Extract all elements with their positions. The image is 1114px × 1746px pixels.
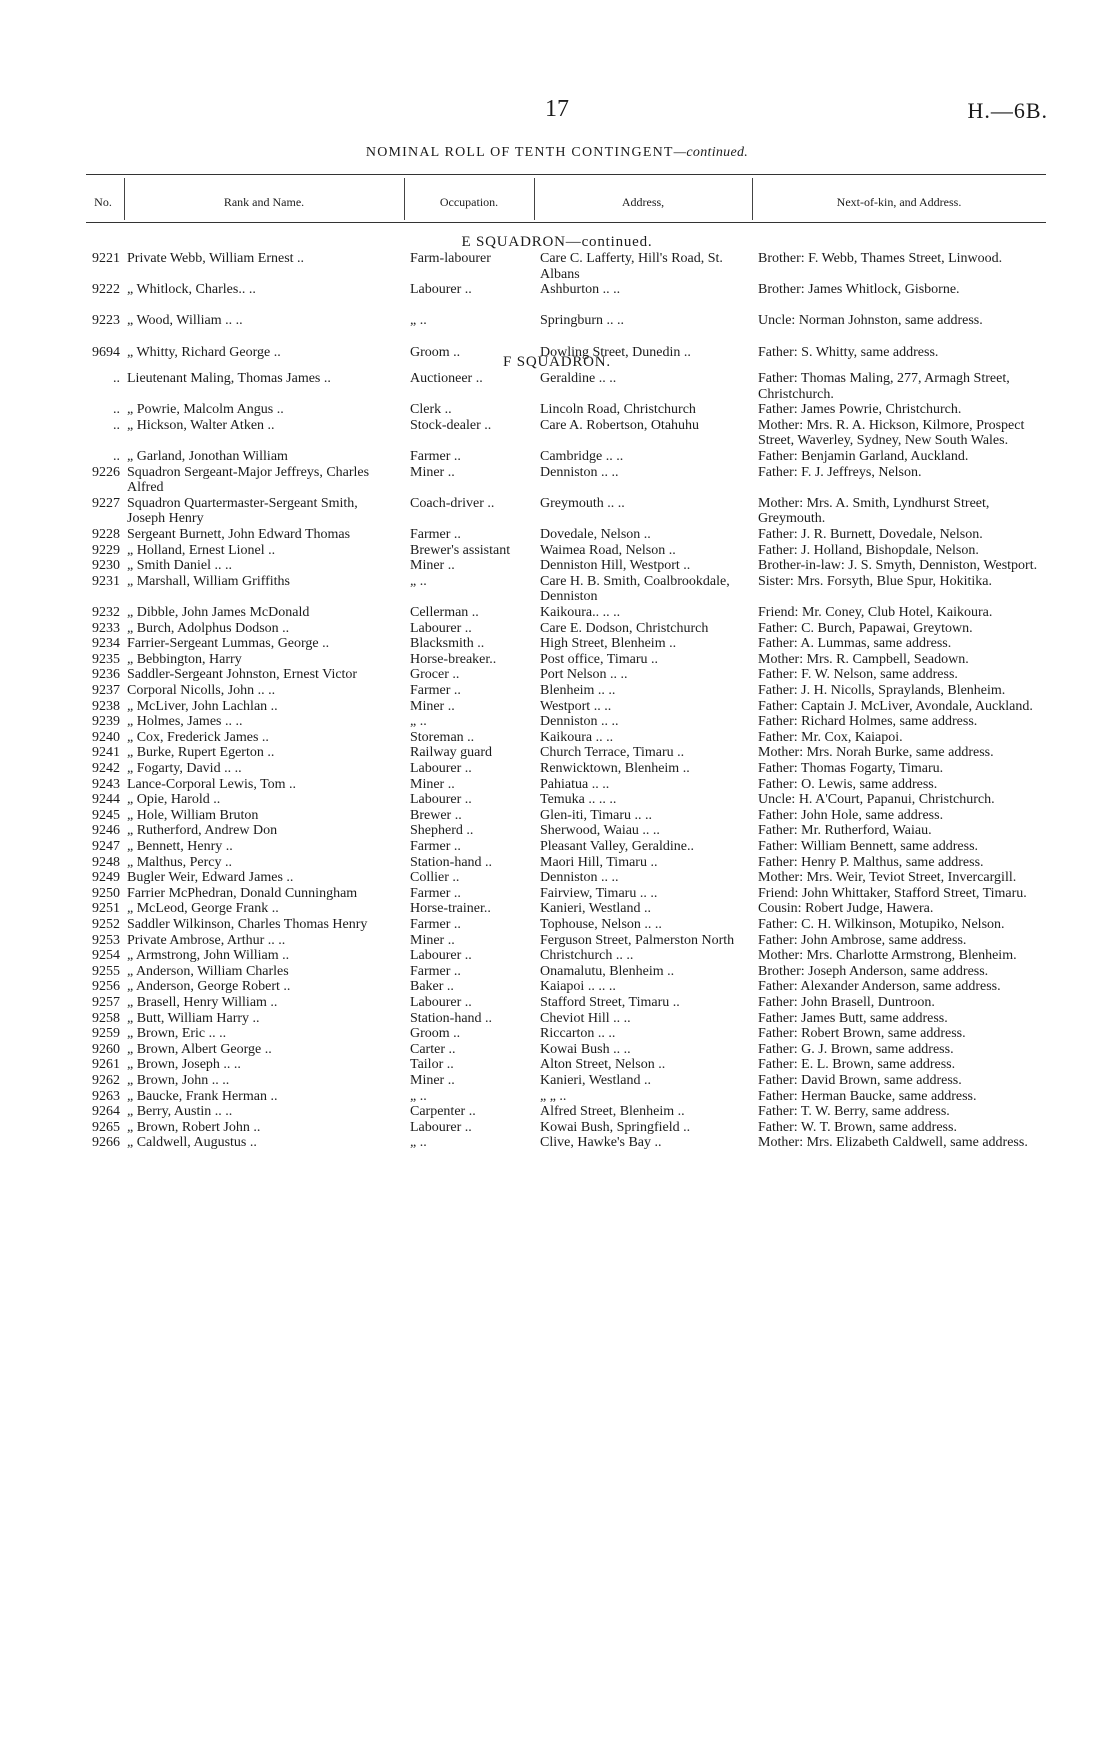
occupation: „ .. bbox=[410, 1135, 427, 1151]
next-of-kin: Father: John Hole, same address. bbox=[758, 807, 944, 823]
rank-and-name: Farrier McPhedran, Donald Cunningham bbox=[127, 885, 358, 901]
address: Sherwood, Waiau .. .. bbox=[540, 823, 660, 839]
next-of-kin: Brother: F. Webb, Thames Street, Linwood. bbox=[758, 251, 1003, 266]
occupation: Farmer .. bbox=[410, 449, 461, 464]
header-bottom-rule bbox=[86, 222, 1046, 223]
rank-and-name: „ Dibble, John James McDonald bbox=[127, 605, 310, 620]
rank-and-name: „ Hickson, Walter Atken .. bbox=[127, 417, 275, 433]
roll-number: 9257 bbox=[92, 995, 120, 1010]
occupation: Railway guard bbox=[410, 745, 493, 761]
rank-and-name: „ Smith Daniel .. .. bbox=[127, 558, 232, 574]
roll-number: 9261 bbox=[92, 1057, 120, 1073]
address: Alfred Street, Blenheim .. bbox=[540, 1104, 685, 1120]
address: Clive, Hawke's Bay .. bbox=[540, 1135, 662, 1151]
next-of-kin: Father: J. H. Nicolls, Spraylands, Blenheim. bbox=[758, 683, 1006, 698]
next-of-kin: Father: A. Lummas, same address. bbox=[758, 636, 952, 652]
roll-number: 9233 bbox=[92, 620, 120, 636]
roll-title bbox=[0, 145, 1114, 161]
document-code: H.—6B. bbox=[967, 98, 1048, 123]
roll-number: 9232 bbox=[92, 605, 120, 620]
next-of-kin: Father: David Brown, same address. bbox=[758, 1073, 962, 1088]
address: Kowai Bush, Springfield .. bbox=[540, 1119, 691, 1135]
roll-number: 9252 bbox=[92, 917, 120, 932]
address: Dovedale, Nelson .. bbox=[540, 527, 651, 542]
occupation: Farmer .. bbox=[410, 963, 461, 979]
occupation: Miner .. bbox=[410, 464, 455, 480]
next-of-kin: Mother: Mrs. R. A. Hickson, Kilmore, Prospect Street, Waverley, Sydney, New South Wales. bbox=[758, 417, 1025, 449]
occupation: Brewer's assistant bbox=[410, 542, 511, 558]
occupation: Coach-driver .. bbox=[410, 495, 495, 511]
roll-number: 9251 bbox=[92, 901, 120, 917]
roll-number: 9248 bbox=[92, 854, 120, 870]
address: Kanieri, Westland .. bbox=[540, 901, 651, 917]
rank-and-name: Lieutenant Maling, Thomas James .. bbox=[127, 371, 331, 386]
occupation: Baker .. bbox=[410, 979, 454, 995]
roll-number: 9236 bbox=[92, 667, 120, 683]
roll-number: 9243 bbox=[92, 776, 120, 792]
rank-and-name: „ Anderson, William Charles bbox=[127, 963, 289, 979]
rank-and-name: Private Ambrose, Arthur .. .. bbox=[127, 932, 286, 948]
next-of-kin: Father: Herman Baucke, same address. bbox=[758, 1088, 977, 1104]
next-of-kin: Father: Captain J. McLiver, Avondale, Auckland. bbox=[758, 698, 1033, 714]
roll-title-main: NOMINAL ROLL OF TENTH CONTINGENT bbox=[365, 145, 674, 160]
roll-number: 9227 bbox=[92, 495, 120, 511]
occupation: Groom .. bbox=[410, 1026, 461, 1042]
roll-number: 9246 bbox=[92, 823, 120, 839]
occupation: Farmer .. bbox=[410, 839, 461, 854]
roll-number: 9222 bbox=[92, 282, 120, 298]
roll-number: 9241 bbox=[92, 745, 120, 761]
occupation: „ .. bbox=[410, 573, 427, 589]
rank-and-name: „ Berry, Austin .. .. bbox=[127, 1104, 233, 1120]
address: Care H. B. Smith, Coalbrookdale, Denniston bbox=[540, 573, 730, 605]
occupation: Farmer .. bbox=[410, 917, 461, 932]
address: Geraldine .. .. bbox=[540, 371, 617, 386]
next-of-kin: Mother: Mrs. Norah Burke, same address. bbox=[758, 745, 994, 761]
rank-and-name: „ Brown, John .. .. bbox=[127, 1073, 230, 1088]
roll-number: .. bbox=[113, 417, 120, 433]
next-of-kin: Father: Alexander Anderson, same address. bbox=[758, 979, 1001, 995]
roll-number: 9228 bbox=[92, 527, 120, 542]
roll-number: 9221 bbox=[92, 251, 120, 266]
next-of-kin: Father: William Bennett, same address. bbox=[758, 839, 979, 854]
roll-number: .. bbox=[113, 371, 120, 386]
rank-and-name: „ Burch, Adolphus Dodson .. bbox=[127, 620, 290, 636]
next-of-kin: Father: C. Burch, Papawai, Greytown. bbox=[758, 620, 973, 636]
squadron-title: E SQUADRON—continued. bbox=[461, 234, 653, 250]
next-of-kin: Father: Thomas Fogarty, Timaru. bbox=[758, 761, 944, 776]
rank-and-name: „ Wood, William .. .. bbox=[127, 313, 243, 329]
column-header-no: No. bbox=[94, 195, 112, 209]
address: Riccarton .. .. bbox=[540, 1026, 616, 1042]
rank-and-name: „ McLeod, George Frank .. bbox=[127, 901, 279, 917]
rank-and-name: „ Anderson, George Robert .. bbox=[127, 979, 291, 995]
roll-number: 9694 bbox=[92, 344, 120, 360]
address: Pleasant Valley, Geraldine.. bbox=[540, 839, 694, 854]
roll-number: 9226 bbox=[92, 464, 120, 480]
rank-and-name: „ Powrie, Malcolm Angus .. bbox=[127, 402, 284, 418]
address: Lincoln Road, Christchurch bbox=[540, 402, 696, 418]
address: Waimea Road, Nelson .. bbox=[540, 542, 676, 558]
occupation: Miner .. bbox=[410, 698, 455, 714]
roll-number: 9266 bbox=[92, 1135, 120, 1151]
rank-and-name: „ Rutherford, Andrew Don bbox=[127, 823, 278, 839]
address: Cheviot Hill .. .. bbox=[540, 1010, 631, 1026]
rank-and-name: Farrier-Sergeant Lummas, George .. bbox=[127, 636, 330, 652]
next-of-kin: Father: Thomas Maling, 277, Armagh Street, Christchurch. bbox=[758, 371, 1010, 402]
next-of-kin: Father: G. J. Brown, same address. bbox=[758, 1041, 954, 1057]
roll-title-suffix: —continued. bbox=[673, 145, 749, 160]
address: Alton Street, Nelson .. bbox=[540, 1057, 666, 1073]
occupation: Station-hand .. bbox=[410, 1010, 493, 1026]
rank-and-name: „ Holland, Ernest Lionel .. bbox=[127, 542, 276, 558]
address: Pahiatua .. .. bbox=[540, 776, 610, 792]
rank-and-name: „ Holmes, James .. .. bbox=[127, 714, 243, 730]
next-of-kin: Father: E. L. Brown, same address. bbox=[758, 1057, 956, 1073]
next-of-kin: Father: James Powrie, Christchurch. bbox=[758, 402, 962, 418]
next-of-kin: Father: F. W. Nelson, same address. bbox=[758, 667, 958, 683]
rank-and-name: „ Burke, Rupert Egerton .. bbox=[127, 745, 275, 761]
roll-number: 9240 bbox=[92, 729, 120, 745]
occupation: Clerk .. bbox=[410, 402, 452, 418]
next-of-kin: Mother: Mrs. R. Campbell, Seadown. bbox=[758, 651, 969, 667]
next-of-kin: Father: Mr. Rutherford, Waiau. bbox=[758, 823, 932, 839]
address: Denniston .. .. bbox=[540, 870, 619, 886]
roll-number: 9265 bbox=[92, 1119, 120, 1135]
occupation: Brewer .. bbox=[410, 807, 462, 823]
rank-and-name: Private Webb, William Ernest .. bbox=[127, 251, 305, 266]
rank-and-name: „ Cox, Frederick James .. bbox=[127, 729, 269, 745]
occupation: Labourer .. bbox=[410, 761, 472, 776]
address: Denniston Hill, Westport .. bbox=[540, 558, 691, 574]
rank-and-name: „ Fogarty, David .. .. bbox=[127, 761, 242, 776]
occupation: Miner .. bbox=[410, 558, 455, 574]
address: Kaikoura .. .. bbox=[540, 729, 614, 745]
address: Blenheim .. .. bbox=[540, 683, 616, 698]
header-top-rule bbox=[86, 174, 1046, 175]
occupation: Miner .. bbox=[410, 776, 455, 792]
address: Cambridge .. .. bbox=[540, 449, 624, 464]
roll-number: 9259 bbox=[92, 1026, 120, 1042]
occupation: Labourer .. bbox=[410, 948, 472, 964]
rank-and-name: „ Brown, Joseph .. .. bbox=[127, 1057, 241, 1073]
address: Glen-iti, Timaru .. .. bbox=[540, 807, 653, 823]
next-of-kin: Brother: Joseph Anderson, same address. bbox=[758, 963, 989, 979]
roster-table bbox=[0, 224, 1114, 1604]
occupation: Farmer .. bbox=[410, 527, 461, 542]
next-of-kin: Father: C. H. Wilkinson, Motupiko, Nelson. bbox=[758, 917, 1005, 932]
next-of-kin: Father: F. J. Jeffreys, Nelson. bbox=[758, 464, 922, 480]
address: Denniston .. .. bbox=[540, 714, 619, 730]
address: Maori Hill, Timaru .. bbox=[540, 854, 658, 870]
rank-and-name: „ Brown, Eric .. .. bbox=[127, 1026, 227, 1042]
rank-and-name: „ Bebbington, Harry bbox=[127, 651, 242, 667]
occupation: „ .. bbox=[410, 1088, 427, 1104]
address: Church Terrace, Timaru .. bbox=[540, 745, 685, 761]
rank-and-name: „ Malthus, Percy .. bbox=[127, 854, 232, 870]
roll-number: 9263 bbox=[92, 1088, 120, 1104]
occupation: Blacksmith .. bbox=[410, 636, 485, 652]
roll-number: 9260 bbox=[92, 1041, 120, 1057]
rank-and-name: „ Brown, Robert John .. bbox=[127, 1119, 261, 1135]
occupation: Farmer .. bbox=[410, 683, 461, 698]
occupation: Carpenter .. bbox=[410, 1104, 476, 1120]
occupation: Labourer .. bbox=[410, 620, 472, 636]
occupation: Storeman .. bbox=[410, 729, 475, 745]
occupation: Collier .. bbox=[410, 870, 460, 886]
occupation: Farm-labourer bbox=[410, 251, 491, 266]
next-of-kin: Brother-in-law: J. S. Smyth, Denniston, Westport. bbox=[758, 558, 1038, 574]
occupation: Labourer .. bbox=[410, 995, 472, 1010]
occupation: Stock-dealer .. bbox=[410, 417, 492, 433]
next-of-kin: Mother: Mrs. A. Smith, Lyndhurst Street, Greymouth. bbox=[758, 495, 990, 527]
roll-number: 9234 bbox=[92, 636, 120, 652]
roll-number: 9242 bbox=[92, 761, 120, 776]
next-of-kin: Brother: James Whitlock, Gisborne. bbox=[758, 282, 960, 298]
next-of-kin: Sister: Mrs. Forsyth, Blue Spur, Hokitika. bbox=[758, 573, 992, 589]
occupation: Shepherd .. bbox=[410, 823, 474, 839]
address: Kanieri, Westland .. bbox=[540, 1073, 651, 1088]
rank-and-name: Squadron Quartermaster-Sergeant Smith, Joseph Henry bbox=[127, 495, 358, 527]
roll-number: 9255 bbox=[92, 963, 120, 979]
rank-and-name: Saddler Wilkinson, Charles Thomas Henry bbox=[127, 917, 368, 932]
next-of-kin: Cousin: Robert Judge, Hawera. bbox=[758, 901, 934, 917]
occupation: Miner .. bbox=[410, 932, 455, 948]
column-header-address: Address, bbox=[621, 195, 665, 209]
roll-number: 9238 bbox=[92, 698, 120, 714]
next-of-kin: Father: Benjamin Garland, Auckland. bbox=[758, 449, 969, 464]
rank-and-name: „ Opie, Harold .. bbox=[127, 792, 221, 808]
next-of-kin: Father: Henry P. Malthus, same address. bbox=[758, 854, 984, 870]
address: Ashburton .. .. bbox=[540, 282, 621, 298]
rank-and-name: „ Brasell, Henry William .. bbox=[127, 995, 278, 1010]
roll-number: .. bbox=[113, 402, 120, 418]
rank-and-name: „ McLiver, John Lachlan .. bbox=[127, 698, 278, 714]
address: Care C. Lafferty, Hill's Road, St. Albans bbox=[540, 251, 723, 282]
roll-number: 9249 bbox=[92, 870, 120, 886]
roll-number: .. bbox=[113, 449, 120, 464]
next-of-kin: Father: J. Holland, Bishopdale, Nelson. bbox=[758, 542, 979, 558]
roll-number: 9258 bbox=[92, 1010, 120, 1026]
address: Stafford Street, Timaru .. bbox=[540, 995, 680, 1010]
occupation: Labourer .. bbox=[410, 282, 472, 298]
next-of-kin: Father: Richard Holmes, same address. bbox=[758, 714, 978, 730]
occupation: Cellerman .. bbox=[410, 605, 479, 620]
address: Tophouse, Nelson .. .. bbox=[540, 917, 662, 932]
address: Greymouth .. .. bbox=[540, 495, 625, 511]
column-header-occupation: Occupation. bbox=[439, 195, 499, 209]
address: Post office, Timaru .. bbox=[540, 651, 658, 667]
address: Port Nelson .. .. bbox=[540, 667, 628, 683]
address: Temuka .. .. .. bbox=[540, 792, 617, 808]
occupation: Labourer .. bbox=[410, 1119, 472, 1135]
column-header-next-of-kin: Next-of-kin, and Address. bbox=[836, 195, 962, 209]
rank-and-name: „ Whitty, Richard George .. bbox=[127, 344, 281, 360]
rank-and-name: „ Brown, Albert George .. bbox=[127, 1041, 272, 1057]
address: Kaikoura.. .. .. bbox=[540, 605, 621, 620]
next-of-kin: Father: John Ambrose, same address. bbox=[758, 932, 967, 948]
rank-and-name: „ Butt, William Harry .. bbox=[127, 1010, 260, 1026]
occupation: „ .. bbox=[410, 714, 427, 730]
rank-and-name: „ Hole, William Bruton bbox=[127, 807, 259, 823]
address: Kaiapoi .. .. .. bbox=[540, 979, 616, 995]
next-of-kin: Mother: Mrs. Charlotte Armstrong, Blenheim. bbox=[758, 948, 1017, 964]
next-of-kin: Mother: Mrs. Weir, Teviot Street, Invercargill. bbox=[758, 870, 1017, 886]
next-of-kin: Father: W. T. Brown, same address. bbox=[758, 1119, 957, 1135]
next-of-kin: Father: Robert Brown, same address. bbox=[758, 1026, 966, 1042]
address: Dowling Street, Dunedin .. bbox=[540, 344, 691, 360]
rank-and-name: „ Armstrong, John William .. bbox=[127, 948, 290, 964]
rank-and-name: Bugler Weir, Edward James .. bbox=[127, 870, 294, 886]
roll-number: 9223 bbox=[92, 313, 120, 329]
address: Springburn .. .. bbox=[540, 313, 624, 329]
address: Westport .. .. bbox=[540, 698, 612, 714]
roll-number: 9250 bbox=[92, 885, 120, 901]
roll-number: 9237 bbox=[92, 683, 120, 698]
roll-number: 9231 bbox=[92, 573, 120, 589]
next-of-kin: Father: James Butt, same address. bbox=[758, 1010, 948, 1026]
address: Ferguson Street, Palmerston North bbox=[540, 932, 735, 948]
next-of-kin: Father: T. W. Berry, same address. bbox=[758, 1104, 950, 1120]
next-of-kin: Father: S. Whitty, same address. bbox=[758, 344, 939, 360]
roll-number: 9264 bbox=[92, 1104, 120, 1120]
occupation: Farmer .. bbox=[410, 885, 461, 901]
rank-and-name: „ Bennett, Henry .. bbox=[127, 839, 233, 854]
next-of-kin: Father: J. R. Burnett, Dovedale, Nelson. bbox=[758, 527, 983, 542]
roll-number: 9253 bbox=[92, 932, 120, 948]
roll-number: 9247 bbox=[92, 839, 120, 854]
occupation: Groom .. bbox=[410, 344, 461, 360]
next-of-kin: Father: O. Lewis, same address. bbox=[758, 776, 938, 792]
address: Denniston .. .. bbox=[540, 464, 619, 480]
rank-and-name: „ Marshall, William Griffiths bbox=[127, 573, 291, 589]
occupation: Horse-trainer.. bbox=[410, 901, 491, 917]
occupation: Station-hand .. bbox=[410, 854, 493, 870]
page-number: 17 bbox=[545, 96, 569, 122]
roll-number: 9229 bbox=[92, 542, 120, 558]
address: Renwicktown, Blenheim .. bbox=[540, 761, 690, 776]
address: Care A. Robertson, Otahuhu bbox=[540, 417, 700, 433]
column-header-rank-name: Rank and Name. bbox=[223, 195, 305, 209]
roll-number: 9235 bbox=[92, 651, 120, 667]
next-of-kin: Father: John Brasell, Duntroon. bbox=[758, 995, 935, 1010]
occupation: Carter .. bbox=[410, 1041, 456, 1057]
occupation: Labourer .. bbox=[410, 792, 472, 808]
occupation: „ .. bbox=[410, 313, 427, 329]
roll-number: 9245 bbox=[92, 807, 120, 823]
next-of-kin: Uncle: Norman Johnston, same address. bbox=[758, 313, 983, 329]
occupation: Tailor .. bbox=[410, 1057, 454, 1073]
roll-number: 9256 bbox=[92, 979, 120, 995]
rank-and-name: „ Baucke, Frank Herman .. bbox=[127, 1088, 278, 1104]
next-of-kin: Friend: John Whittaker, Stafford Street, Timaru. bbox=[758, 885, 1027, 901]
rank-and-name: Saddler-Sergeant Johnston, Ernest Victor bbox=[127, 667, 358, 683]
next-of-kin: Father: Mr. Cox, Kaiapoi. bbox=[758, 729, 903, 745]
occupation: Horse-breaker.. bbox=[410, 651, 497, 667]
address: „ „ .. bbox=[540, 1088, 567, 1104]
squadron-title: F SQUADRON. bbox=[503, 354, 611, 370]
occupation: Miner .. bbox=[410, 1073, 455, 1088]
roll-number: 9230 bbox=[92, 558, 120, 574]
address: Care E. Dodson, Christchurch bbox=[540, 620, 709, 636]
occupation: Grocer .. bbox=[410, 667, 460, 683]
rank-and-name: „ Garland, Jonothan William bbox=[127, 449, 288, 464]
address: Onamalutu, Blenheim .. bbox=[540, 963, 675, 979]
roll-number: 9262 bbox=[92, 1073, 120, 1088]
address: High Street, Blenheim .. bbox=[540, 636, 677, 652]
next-of-kin: Uncle: H. A'Court, Papanui, Christchurch. bbox=[758, 792, 995, 808]
rank-and-name: Sergeant Burnett, John Edward Thomas bbox=[127, 527, 351, 542]
rank-and-name: „ Caldwell, Augustus .. bbox=[127, 1135, 257, 1151]
roll-number: 9254 bbox=[92, 948, 120, 964]
roll-number: 9244 bbox=[92, 792, 120, 808]
next-of-kin: Mother: Mrs. Elizabeth Caldwell, same address. bbox=[758, 1135, 1028, 1151]
rank-and-name: „ Whitlock, Charles.. .. bbox=[127, 282, 256, 298]
address: Kowai Bush .. .. bbox=[540, 1041, 631, 1057]
address: Christchurch .. .. bbox=[540, 948, 634, 964]
next-of-kin: Friend: Mr. Coney, Club Hotel, Kaikoura. bbox=[758, 605, 993, 620]
rank-and-name: Lance-Corporal Lewis, Tom .. bbox=[127, 776, 297, 792]
rank-and-name: Corporal Nicolls, John .. .. bbox=[127, 683, 276, 698]
rank-and-name: Squadron Sergeant-Major Jeffreys, Charles Alfred bbox=[127, 464, 370, 496]
roll-number: 9239 bbox=[92, 714, 120, 730]
address: Fairview, Timaru .. .. bbox=[540, 885, 658, 901]
occupation: Auctioneer .. bbox=[410, 371, 483, 386]
